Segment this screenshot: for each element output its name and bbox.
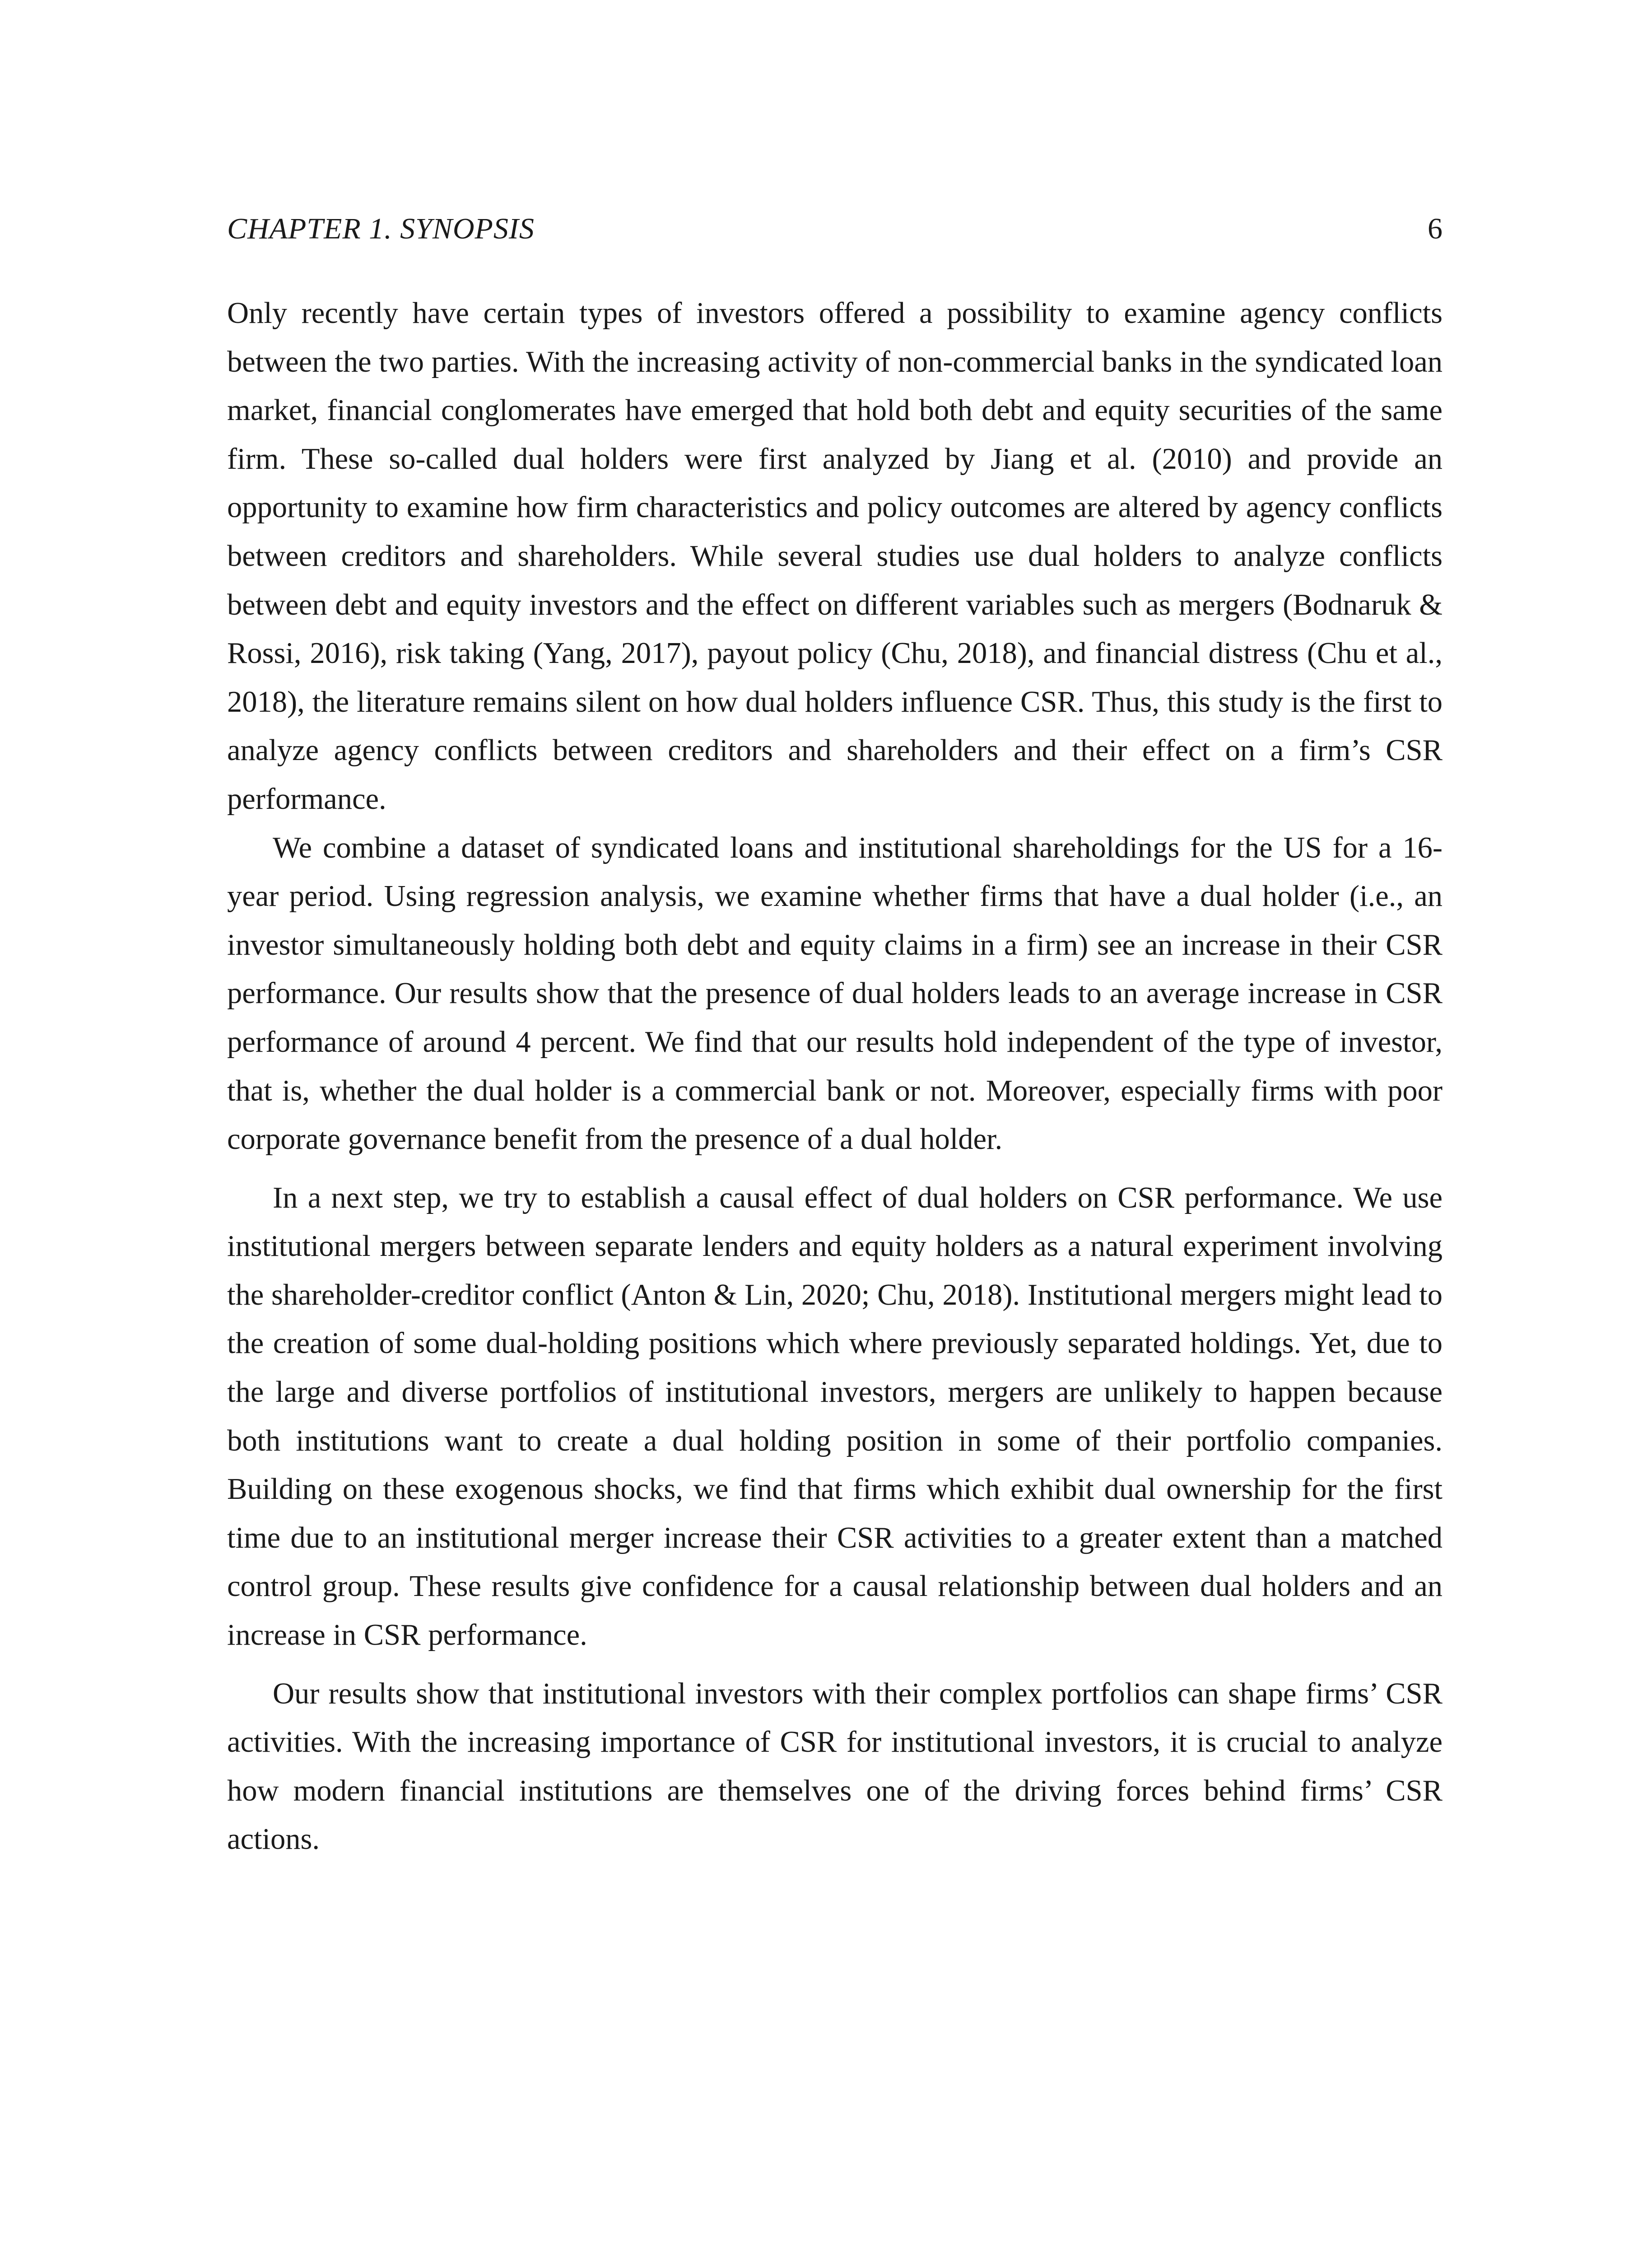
paragraph-dataset-results: We combine a dataset of syndicated loans and institutional shareholdings for the US for a 16-year period. Using regression analysis, we examine whether firms that have a dual holder (i.e., an investor simultaneously holding both debt and equity claims in a firm) see an increase in their CSR performance. Our results show that the presence of dual holders leads to an average increase in CSR performance of around 4 percent. We find that our results hold independent of the type of investor, that is, whether the dual holder is a commercial bank or not. Moreover, especially firms with poor corporate governance benefit from the presence of a dual holder. <box>227 831 1443 1156</box>
body-text <box>227 289 1443 1864</box>
paragraph-conclusion: Our results show that institutional investors with their complex portfolios can shape firms’ CSR activities. With the increasing importance of CSR for institutional investors, it is crucial to analyze how modern financial institutions are themselves one of the driving forces behind firms’ CSR actions. <box>227 1677 1443 1856</box>
page-number: 6 <box>1428 212 1443 245</box>
chapter-title: CHAPTER 1. SYNOPSIS <box>227 212 535 245</box>
running-header <box>227 209 1443 249</box>
paragraph-dual-holders-intro: Only recently have certain types of investors offered a possibility to examine agency conflicts between the two parties. With the increasing activity of non-commercial banks in the syndicated loan market, financial conglomerates have emerged that hold both debt and equity securities of the same firm. These so-called dual holders were first analyzed by Jiang et al. (2010) and provide an opportunity to examine how firm characteristics and policy outcomes are altered by agency conflicts between creditors and shareholders. While several studies use dual holders to analyze conflicts between debt and equity investors and the effect on different variables such as mergers (Bodnaruk & Rossi, 2016), risk taking (Yang, 2017), payout policy (Chu, 2018), and financial distress (Chu et al., 2018), the literature remains silent on how dual holders influence CSR. Thus, this study is the first to analyze agency conflicts between creditors and shareholders and their effect on a firm’s CSR performance. <box>227 297 1443 816</box>
paragraph-causal-effect: In a next step, we try to establish a causal effect of dual holders on CSR performance. We use institutional mergers between separate lenders and equity holders as a natural experiment involving the shareholder-creditor conflict (Anton & Lin, 2020; Chu, 2018). Institutional mergers might lead to the creation of some dual-holding positions which where previously separated holdings. Yet, due to the large and diverse portfolios of institutional investors, mergers are unlikely to happen because both institutions want to create a dual holding position in some of their portfolio companies. Building on these exogenous shocks, we find that firms which exhibit dual ownership for the first time due to an institutional merger increase their CSR activities to a greater extent than a matched control group. These results give confidence for a causal relationship between dual holders and an increase in CSR performance. <box>227 1181 1443 1652</box>
